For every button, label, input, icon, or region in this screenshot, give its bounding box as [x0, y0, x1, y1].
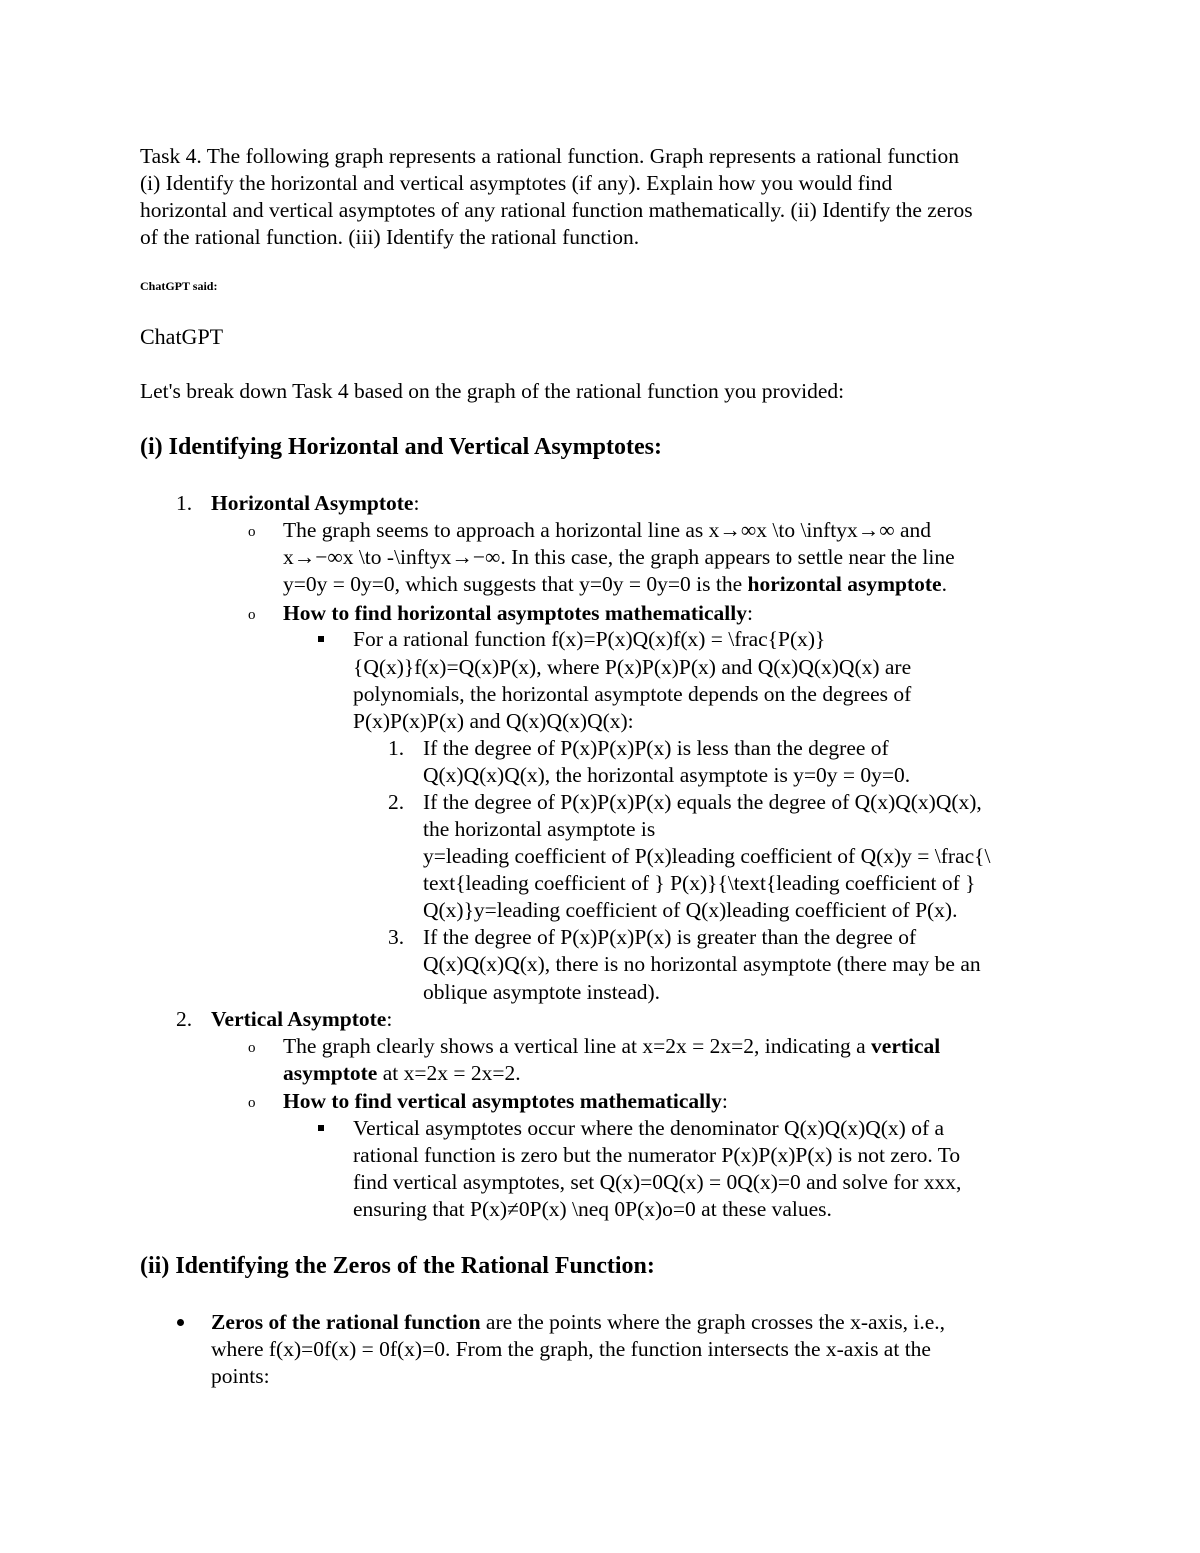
va-sub-line-4: ensuring that P(x)≠0P(x) \neq 0P(x)o=0 at these values. — [353, 1197, 832, 1221]
case2-line-5: Q(x)}y=leading coefficient of Q(x)leading coefficient of P(x). — [423, 898, 958, 922]
bullet-dot-icon — [177, 1319, 184, 1326]
va-sub-line-1: Vertical asymptotes occur where the denominator Q(x)Q(x)Q(x) of a — [353, 1116, 945, 1140]
va-sub-line-3: find vertical asymptotes, set Q(x)=0Q(x) = 0Q(x)=0 and solve for xxx, — [353, 1170, 962, 1194]
ha-bullet1-line-1: The graph seems to approach a horizontal line as x→∞x \to \inftyx→∞ and — [283, 518, 932, 542]
va-bullet1-line-1: The graph clearly shows a vertical line at x=2x = 2x=2, indicating a vertical — [283, 1034, 941, 1058]
case3-line-1: If the degree of P(x)P(x)P(x) is greater than the degree of — [423, 925, 917, 949]
ha-sub-line-2: {Q(x)}f(x)=Q(x)P(x), where P(x)P(x)P(x) and Q(x)Q(x)Q(x) are — [353, 655, 912, 679]
chatgpt-name: ChatGPT — [140, 324, 224, 349]
case-number-1: 1. — [388, 736, 405, 760]
ha-sub-line-1: For a rational function f(x)=P(x)Q(x)f(x) = \frac{P(x)} — [353, 627, 826, 651]
circle-bullet-icon: o — [248, 1040, 256, 1056]
case2-line-2: the horizontal asymptote is — [423, 817, 656, 841]
zeros-line-1: Zeros of the rational function are the points where the graph crosses the x-axis, i.e., — [211, 1310, 946, 1334]
ha-bullet1-line-2: x→−∞x \to -\inftyx→−∞. In this case, the graph appears to settle near the line — [283, 545, 955, 569]
task-line-2: (i) Identify the horizontal and vertical asymptotes (if any). Explain how you would find — [140, 171, 893, 195]
circle-bullet-icon: o — [248, 524, 256, 540]
case1-line-1: If the degree of P(x)P(x)P(x) is less than the degree of — [423, 736, 889, 760]
list-number-1: 1. — [176, 491, 193, 515]
case2-line-3: y=leading coefficient of P(x)leading coefficient of Q(x)y = \frac{\ — [423, 844, 991, 868]
section-heading-zeros: (ii) Identifying the Zeros of the Rational Function: — [140, 1253, 655, 1279]
ha-sub-line-3: polynomials, the horizontal asymptote depends on the degrees of — [353, 682, 912, 706]
intro-text: Let's break down Task 4 based on the graph of the rational function you provided: — [140, 379, 845, 403]
circle-bullet-icon: o — [248, 607, 256, 623]
task-line-3: horizontal and vertical asymptotes of any rational function mathematically. (ii) Identify the zeros — [140, 198, 973, 222]
chatgpt-said-label: ChatGPT said: — [140, 279, 218, 293]
horizontal-asymptote-title: Horizontal Asymptote: — [211, 491, 420, 515]
case3-line-3: oblique asymptote instead). — [423, 980, 661, 1004]
case2-line-1: If the degree of P(x)P(x)P(x) equals the degree of Q(x)Q(x)Q(x), — [423, 790, 982, 814]
ha-how-to-title: How to find horizontal asymptotes mathematically: — [283, 601, 753, 625]
square-bullet-icon — [318, 636, 324, 642]
circle-bullet-icon: o — [248, 1095, 256, 1111]
section-heading-asymptotes: (i) Identifying Horizontal and Vertical Asymptotes: — [140, 434, 662, 460]
case1-line-2: Q(x)Q(x)Q(x), the horizontal asymptote is y=0y = 0y=0. — [423, 763, 911, 787]
case3-line-2: Q(x)Q(x)Q(x), there is no horizontal asymptote (there may be an — [423, 952, 981, 976]
va-sub-line-2: rational function is zero but the numerator P(x)P(x)P(x) is not zero. To — [353, 1143, 961, 1167]
case-number-2: 2. — [388, 790, 405, 814]
va-how-to-title: How to find vertical asymptotes mathematically: — [283, 1089, 728, 1113]
case2-line-4: text{leading coefficient of } P(x)}{\text{leading coefficient of } — [423, 871, 976, 895]
ha-bullet1-line-3: y=0y = 0y=0, which suggests that y=0y = 0y=0 is the horizontal asymptote. — [283, 572, 947, 596]
ha-sub-line-4: P(x)P(x)P(x) and Q(x)Q(x)Q(x): — [353, 709, 634, 733]
task-line-1: Task 4. The following graph represents a rational function. Graph represents a rational function — [140, 144, 960, 168]
zeros-line-3: points: — [211, 1364, 270, 1388]
case-number-3: 3. — [388, 925, 405, 949]
task-line-4: of the rational function. (iii) Identify the rational function. — [140, 225, 640, 249]
vertical-asymptote-title: Vertical Asymptote: — [211, 1007, 393, 1031]
zeros-line-2: where f(x)=0f(x) = 0f(x)=0. From the graph, the function intersects the x-axis at the — [211, 1337, 931, 1361]
square-bullet-icon — [318, 1125, 324, 1131]
list-number-2: 2. — [176, 1007, 193, 1031]
va-bullet1-line-2: asymptote at x=2x = 2x=2. — [283, 1061, 521, 1085]
